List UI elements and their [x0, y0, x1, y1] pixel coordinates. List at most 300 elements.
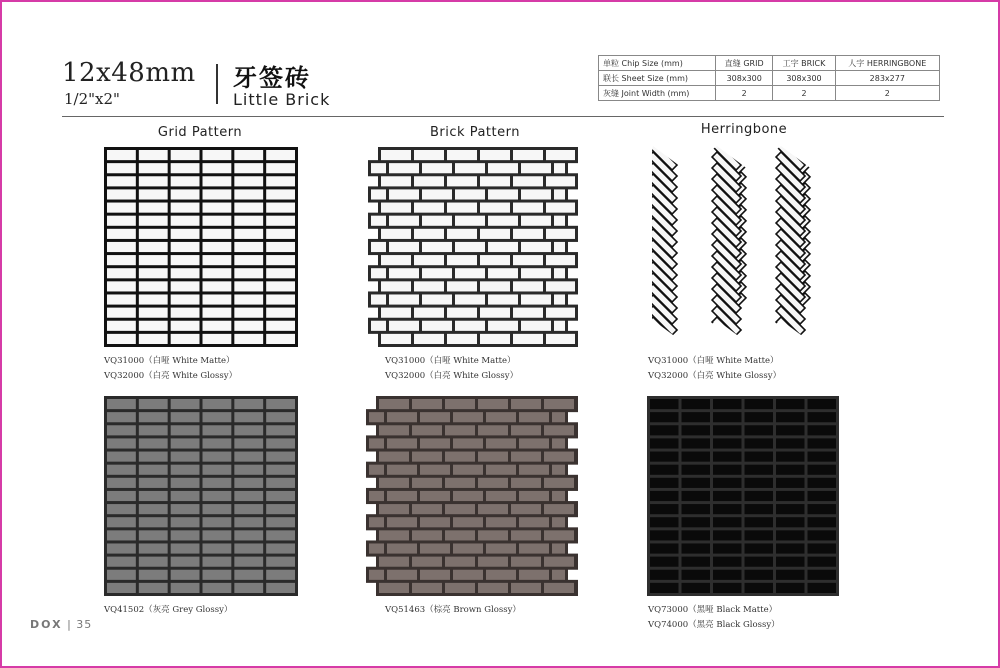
herringbone-pattern-title: Herringbone — [700, 122, 788, 137]
tile-chip — [171, 308, 200, 318]
product-code-line: VQ41502（灰亮 Grey Glossy） — [104, 605, 233, 615]
tile-chip — [234, 517, 263, 527]
tile-chip — [107, 452, 136, 462]
tile-chip — [266, 438, 295, 448]
tile-chip — [107, 321, 136, 331]
tile-chip — [234, 150, 263, 160]
tile-chip — [713, 557, 742, 567]
tile-chip — [420, 517, 450, 527]
spec-header-brick: 工字 BRICK — [773, 56, 835, 71]
tile-chip — [139, 150, 168, 160]
tile-chip — [381, 281, 411, 291]
tile-chip — [480, 281, 510, 291]
tile-chip — [203, 242, 232, 252]
tile-chip — [682, 583, 711, 593]
tile-chip — [544, 530, 574, 540]
tile-chip — [745, 583, 774, 593]
footer-separator: | — [67, 618, 72, 631]
tile-chip — [266, 425, 295, 435]
tile-chip — [808, 412, 837, 422]
tile-chip — [455, 321, 485, 331]
tile-chip — [139, 255, 168, 265]
tile-chip — [389, 268, 419, 278]
tile-chip — [713, 478, 742, 488]
tile-chip — [808, 452, 837, 462]
product-code-line: VQ32000（白亮 White Glossy） — [104, 371, 238, 381]
tile-chip — [107, 530, 136, 540]
tile-chip — [266, 465, 295, 475]
tile-chip — [203, 308, 232, 318]
tile-chip — [171, 583, 200, 593]
tile-chip — [371, 321, 386, 331]
tile-chip — [234, 530, 263, 540]
tile-chip — [546, 281, 575, 291]
tile-chip — [414, 203, 444, 213]
tile-chip — [203, 176, 232, 186]
tile-chip — [171, 163, 200, 173]
tile-chip — [171, 255, 200, 265]
tile-chip — [488, 294, 518, 304]
tile-chip — [234, 308, 263, 318]
tile-chip — [203, 203, 232, 213]
tile-chip — [171, 438, 200, 448]
tile-chip — [107, 504, 136, 514]
herringbone-bottom-edge — [648, 320, 838, 350]
tile-chip — [107, 543, 136, 553]
tile-chip — [480, 229, 510, 239]
tile-chip — [171, 189, 200, 199]
tile-chip — [745, 465, 774, 475]
caption-brick-brown — [385, 603, 521, 618]
tile-chip — [107, 478, 136, 488]
tile-chip — [682, 504, 711, 514]
tile-chip — [387, 438, 417, 448]
tile-chip — [371, 242, 386, 252]
tile-chip — [171, 543, 200, 553]
herringbone-group — [648, 140, 838, 346]
tile-chip — [203, 478, 232, 488]
tile-chip — [480, 255, 510, 265]
tile-chip — [203, 465, 232, 475]
tile-chip — [266, 281, 295, 291]
tile-chip — [369, 412, 384, 422]
tile-chip — [486, 517, 516, 527]
tile-chip — [414, 229, 444, 239]
tile-chip — [203, 229, 232, 239]
tile-chip — [171, 517, 200, 527]
tile-grid-grey — [104, 396, 298, 596]
tile-chip — [389, 189, 419, 199]
tile-chip — [554, 189, 565, 199]
tile-chip — [171, 452, 200, 462]
tile-chip — [546, 229, 575, 239]
tile-chip — [513, 308, 543, 318]
tile-chip — [808, 399, 837, 409]
tile-chip — [776, 583, 805, 593]
caption-grid-white — [104, 354, 237, 384]
tile-chip — [713, 583, 742, 593]
tile-chip — [203, 491, 232, 501]
spec-header-label: 单粒 Chip Size (mm) — [599, 56, 716, 71]
tile-chip — [713, 438, 742, 448]
tile-chip — [266, 570, 295, 580]
tile-chip — [486, 465, 516, 475]
tile-chip — [412, 583, 442, 593]
tile-chip — [234, 412, 263, 422]
spec-cell: 308x300 — [773, 71, 835, 86]
tile-chip — [234, 452, 263, 462]
tile-chip — [203, 321, 232, 331]
tile-chip — [414, 176, 444, 186]
tile-chip — [139, 203, 168, 213]
tile-chip — [412, 478, 442, 488]
tile-chip — [420, 543, 450, 553]
tile-chip — [808, 557, 837, 567]
tile-chip — [107, 308, 136, 318]
tile-chip — [488, 242, 518, 252]
tile-chip — [107, 399, 136, 409]
tile-chip — [445, 478, 475, 488]
tile-chip — [107, 268, 136, 278]
tile-chip — [650, 425, 679, 435]
tile-chip — [171, 412, 200, 422]
tile-chip — [371, 268, 386, 278]
tile-chip — [544, 504, 574, 514]
tile-chip — [203, 570, 232, 580]
tile-chip — [171, 281, 200, 291]
tile-chip — [387, 465, 417, 475]
tile-chip — [171, 203, 200, 213]
tile-chip — [107, 216, 136, 226]
spec-header-row — [599, 56, 940, 71]
tile-chip — [139, 478, 168, 488]
tile-chip — [445, 557, 475, 567]
tile-chip — [412, 399, 442, 409]
tile-chip — [412, 425, 442, 435]
tile-chip — [420, 491, 450, 501]
tile-chip — [422, 216, 452, 226]
tile-chip — [371, 216, 386, 226]
tile-chip — [266, 412, 295, 422]
caption-herringbone-white — [648, 354, 781, 384]
tile-chip — [369, 491, 384, 501]
tile-chip — [266, 242, 295, 252]
tile-chip — [203, 583, 232, 593]
tile-chip — [107, 294, 136, 304]
page-edge-top — [0, 0, 1000, 2]
tile-chip — [381, 203, 411, 213]
tile-chip — [554, 321, 565, 331]
tile-chip — [511, 425, 541, 435]
caption-grid-grey — [104, 603, 232, 618]
tile-chip — [808, 543, 837, 553]
tile-chip — [776, 543, 805, 553]
tile-chip — [266, 504, 295, 514]
tile-chip — [513, 203, 543, 213]
brand-logo: DOX — [30, 618, 63, 631]
tile-chip — [139, 530, 168, 540]
tile-chip — [266, 150, 295, 160]
tile-chip — [480, 150, 510, 160]
tile-chip — [519, 570, 549, 580]
tile-chip — [713, 412, 742, 422]
tile-chip — [486, 412, 516, 422]
tile-chip — [521, 216, 551, 226]
tile-chip — [455, 242, 485, 252]
tile-chip — [379, 478, 409, 488]
tile-chip — [486, 543, 516, 553]
tile-chip — [171, 399, 200, 409]
size-mm: 12x48mm — [62, 58, 196, 88]
tile-chip — [171, 465, 200, 475]
tile-chip — [234, 268, 263, 278]
tile-chip — [389, 242, 419, 252]
caption-brick-white — [385, 354, 518, 384]
tile-chip — [107, 517, 136, 527]
tile-chip — [776, 491, 805, 501]
tile-chip — [650, 412, 679, 422]
tile-chip — [107, 334, 136, 344]
tile-chip — [107, 163, 136, 173]
tile-chip — [447, 176, 477, 186]
tile-chip — [266, 517, 295, 527]
tile-chip — [420, 570, 450, 580]
tile-chip — [682, 412, 711, 422]
tile-chip — [682, 543, 711, 553]
tile-chip — [478, 583, 508, 593]
tile-chip — [745, 399, 774, 409]
tile-chip — [808, 465, 837, 475]
tile-chip — [171, 216, 200, 226]
tile-chip — [412, 530, 442, 540]
tile-chip — [519, 491, 549, 501]
tile-chip — [234, 229, 263, 239]
tile-chip — [266, 229, 295, 239]
tile-chip — [682, 452, 711, 462]
tile-chip — [745, 570, 774, 580]
tile-chip — [107, 242, 136, 252]
tile-chip — [453, 438, 483, 448]
tile-chip — [519, 438, 549, 448]
tile-chip — [519, 465, 549, 475]
tile-chip — [412, 557, 442, 567]
tile-chip — [266, 478, 295, 488]
tile-chip — [381, 255, 411, 265]
tile-chip — [234, 176, 263, 186]
tile-chip — [480, 203, 510, 213]
tile-chip — [519, 543, 549, 553]
product-code-line: VQ32000（白亮 White Glossy） — [648, 371, 782, 381]
tile-chip — [682, 517, 711, 527]
tile-chip — [139, 438, 168, 448]
tile-chip — [422, 268, 452, 278]
grid-pattern-title: Grid Pattern — [157, 125, 243, 140]
tile-chip — [107, 557, 136, 567]
tile-chip — [488, 216, 518, 226]
tile-chip — [453, 543, 483, 553]
tile-chip — [379, 557, 409, 567]
tile-chip — [139, 334, 168, 344]
tile-chip — [203, 150, 232, 160]
tile-chip — [107, 229, 136, 239]
tile-chip — [486, 438, 516, 448]
tile-chip — [139, 465, 168, 475]
tile-chip — [546, 308, 575, 318]
tile-chip — [234, 216, 263, 226]
tile-chip — [171, 294, 200, 304]
tile-chip — [453, 517, 483, 527]
tile-chip — [513, 334, 543, 344]
tile-chip — [139, 216, 168, 226]
tile-chip — [480, 176, 510, 186]
tile-chip — [650, 504, 679, 514]
tile-chip — [379, 530, 409, 540]
tile-chip — [203, 543, 232, 553]
tile-chip — [453, 491, 483, 501]
tile-chip — [420, 438, 450, 448]
tile-chip — [234, 504, 263, 514]
tile-chip — [447, 255, 477, 265]
tile-chip — [453, 412, 483, 422]
brick-pattern-title: Brick Pattern — [430, 125, 520, 140]
tile-chip — [713, 452, 742, 462]
tile-chip — [171, 176, 200, 186]
tile-chip — [203, 255, 232, 265]
tile-chip — [521, 163, 551, 173]
tile-chip — [266, 543, 295, 553]
tile-chip — [203, 189, 232, 199]
tile-chip — [203, 281, 232, 291]
tile-chip — [139, 176, 168, 186]
tile-chip — [682, 530, 711, 540]
tile-chip — [379, 452, 409, 462]
tile-chip — [139, 583, 168, 593]
spec-cell: 2 — [773, 86, 835, 101]
tile-chip — [521, 242, 551, 252]
tile-chip — [511, 478, 541, 488]
tile-chip — [422, 321, 452, 331]
tile-chip — [203, 504, 232, 514]
tile-chip — [650, 557, 679, 567]
tile-chip — [776, 504, 805, 514]
tile-chip — [650, 452, 679, 462]
tile-chip — [488, 189, 518, 199]
product-code-line: VQ32000（白亮 White Glossy） — [385, 371, 519, 381]
tile-chip — [447, 334, 477, 344]
header-rule — [62, 116, 944, 117]
tile-chip — [478, 504, 508, 514]
page-edge-left — [0, 0, 2, 668]
tile-chip — [682, 478, 711, 488]
tile-chip — [379, 399, 409, 409]
tile-chip — [447, 308, 477, 318]
tile-chip — [776, 530, 805, 540]
tile-chip — [455, 216, 485, 226]
tile-chip — [371, 294, 386, 304]
spec-cell: 283x277 — [835, 71, 939, 86]
tile-chip — [422, 242, 452, 252]
tile-chip — [171, 150, 200, 160]
tile-chip — [546, 334, 575, 344]
tile-chip — [369, 465, 384, 475]
tile-chip — [139, 412, 168, 422]
tile-chip — [511, 557, 541, 567]
tile-chip — [266, 491, 295, 501]
tile-chip — [455, 294, 485, 304]
tile-chip — [745, 438, 774, 448]
tile-chip — [234, 583, 263, 593]
tile-chip — [422, 163, 452, 173]
tile-chip — [412, 504, 442, 514]
tile-chip — [650, 399, 679, 409]
tile-chip — [139, 399, 168, 409]
tile-chip — [453, 570, 483, 580]
tile-chip — [554, 163, 565, 173]
tile-chip — [455, 189, 485, 199]
spec-row-sheet-size — [599, 71, 940, 86]
tile-chip — [381, 308, 411, 318]
tile-chip — [650, 478, 679, 488]
spec-table — [598, 55, 940, 101]
tile-chip — [713, 504, 742, 514]
tile-chip — [107, 438, 136, 448]
tile-chip — [139, 189, 168, 199]
tile-chip — [544, 425, 574, 435]
tile-chip — [544, 452, 574, 462]
tile-chip — [455, 268, 485, 278]
tile-chip — [171, 268, 200, 278]
spec-cell: 联长 Sheet Size (mm) — [599, 71, 716, 86]
tile-chip — [266, 216, 295, 226]
tile-chip — [554, 242, 565, 252]
tile-chip — [808, 425, 837, 435]
tile-chip — [513, 281, 543, 291]
tile-chip — [682, 465, 711, 475]
tile-chip — [107, 189, 136, 199]
spec-cell: 2 — [716, 86, 773, 101]
tile-chip — [139, 321, 168, 331]
tile-chip — [445, 399, 475, 409]
tile-chip — [808, 517, 837, 527]
tile-chip — [414, 281, 444, 291]
tile-chip — [650, 543, 679, 553]
tile-chip — [107, 281, 136, 291]
tile-chip — [650, 583, 679, 593]
tile-chip — [745, 452, 774, 462]
tile-chip — [107, 583, 136, 593]
spec-header-grid: 直缝 GRID — [716, 56, 773, 71]
tile-chip — [682, 557, 711, 567]
tile-chip — [234, 465, 263, 475]
tile-chip — [478, 530, 508, 540]
tile-chip — [266, 203, 295, 213]
tile-chip — [650, 438, 679, 448]
tile-chip — [171, 530, 200, 540]
herringbone-left-edge — [648, 140, 652, 350]
tile-chip — [139, 570, 168, 580]
tile-chip — [745, 412, 774, 422]
tile-chip — [420, 412, 450, 422]
tile-chip — [554, 216, 565, 226]
tile-chip — [266, 334, 295, 344]
tile-chip — [381, 229, 411, 239]
page-number: 35 — [76, 618, 93, 631]
tile-chip — [776, 425, 805, 435]
tile-chip — [369, 570, 384, 580]
tile-chip — [480, 308, 510, 318]
tile-chip — [266, 255, 295, 265]
tile-chip — [544, 399, 574, 409]
